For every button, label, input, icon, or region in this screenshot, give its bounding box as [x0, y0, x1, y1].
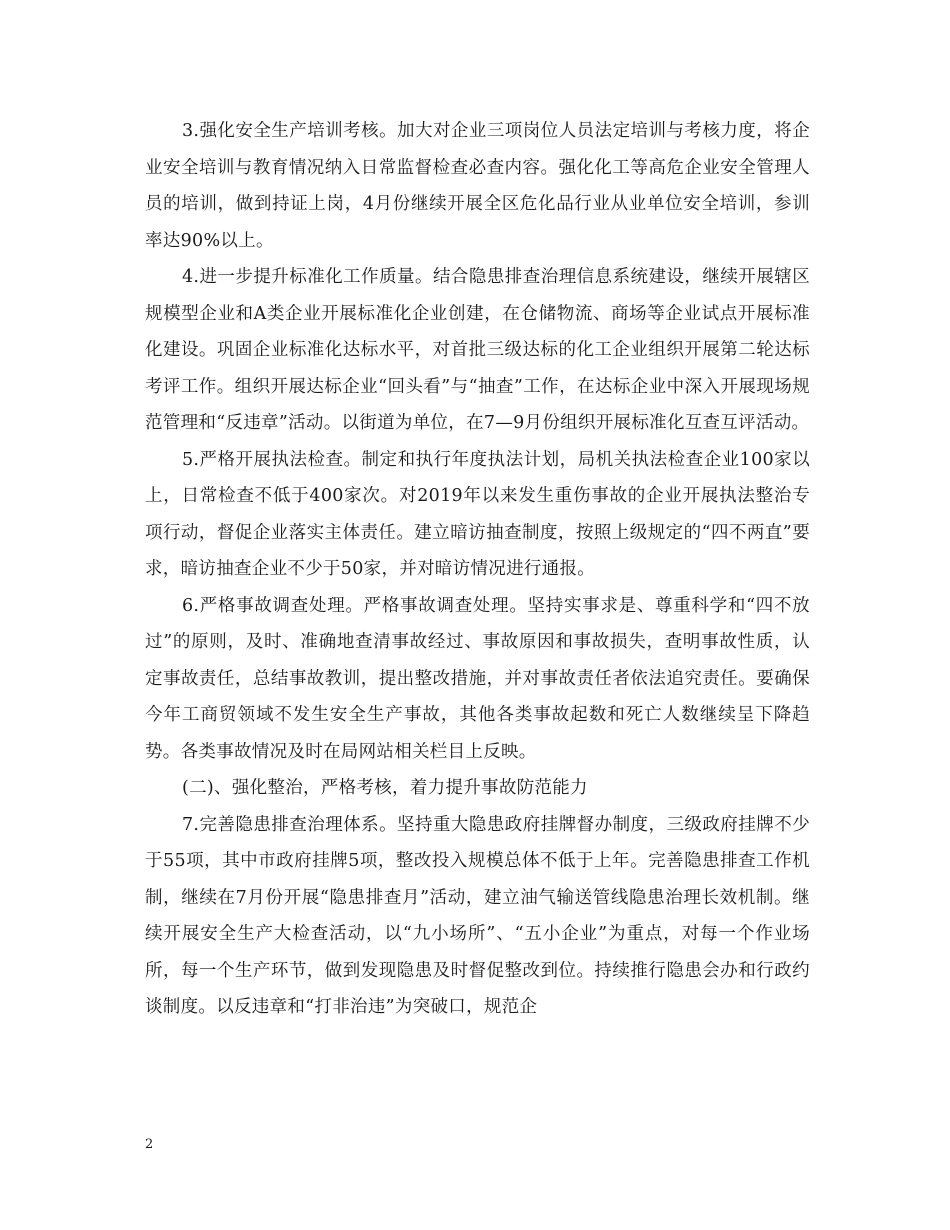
page-number: 2	[145, 1137, 154, 1152]
document-body	[145, 113, 810, 1026]
paragraph-law-enforcement-inspection: 5.严格开展执法检查。制定和执行年度执法计划，局机关执法检查企业100家以上，日常检查不低于400家次。对2019年以来发生重伤事故的企业开展执法整治专项行动，督促企业落实主体责任。建立暗访抽查制度，按照上级规定的“四不两直”要求，暗访抽查企业不少于50家，并对暗访情况进行通报。	[145, 449, 810, 579]
section-heading-rectification: (二)、强化整治，严格考核，着力提升事故防范能力	[182, 778, 588, 798]
paragraph-hazard-investigation-system: 7.完善隐患排查治理体系。坚持重大隐患政府挂牌督办制度，三级政府挂牌不少于55项，其中市政府挂牌5项，整改投入规模总体不低于上年。完善隐患排查工作机制，继续在7月份开展“隐患排查月”活动，建立油气输送管线隐患治理长效机制。继续开展安全生产大检查活动，以“九小场所”、“五小企业”为重点，对每一个作业场所，每一个生产环节，做到发现隐患及时督促整改到位。持续推行隐患会办和行政约谈制度。以反违章和“打非治违”为突破口，规范企	[145, 814, 810, 1017]
paragraph-training-assessment: 3.强化安全生产培训考核。加大对企业三项岗位人员法定培训与考核力度，将企业安全培训与教育情况纳入日常监督检查必查内容。强化化工等高危企业安全管理人员的培训，做到持证上岗，4月份继续开展全区危化品行业从业单位安全培训，参训率达90%以上。	[145, 121, 810, 251]
paragraph-standardization-quality: 4.进一步提升标准化工作质量。结合隐患排查治理信息系统建设，继续开展辖区规模型企业和A类企业开展标准化企业创建，在仓储物流、商场等企业试点开展标准化建设。巩固企业标准化达标水平，对首批三级达标的化工企业组织开展第二轮达标考评工作。组织开展达标企业“回头看”与“抽查”工作，在达标企业中深入开展现场规范管理和“反违章”活动。以街道为单位，在7—9月份组织开展标准化互查互评活动。	[145, 267, 810, 433]
paragraph-accident-investigation: 6.严格事故调查处理。严格事故调查处理。坚持实事求是、尊重科学和“四不放过”的原则，及时、准确地查清事故经过、事故原因和事故损失，查明事故性质，认定事故责任，总结事故教训，提出整改措施，并对事故责任者依法追究责任。要确保今年工商贸领域不发生安全生产事故，其他各类事故起数和死亡人数继续呈下降趋势。各类事故情况及时在局网站相关栏目上反映。	[145, 595, 810, 762]
